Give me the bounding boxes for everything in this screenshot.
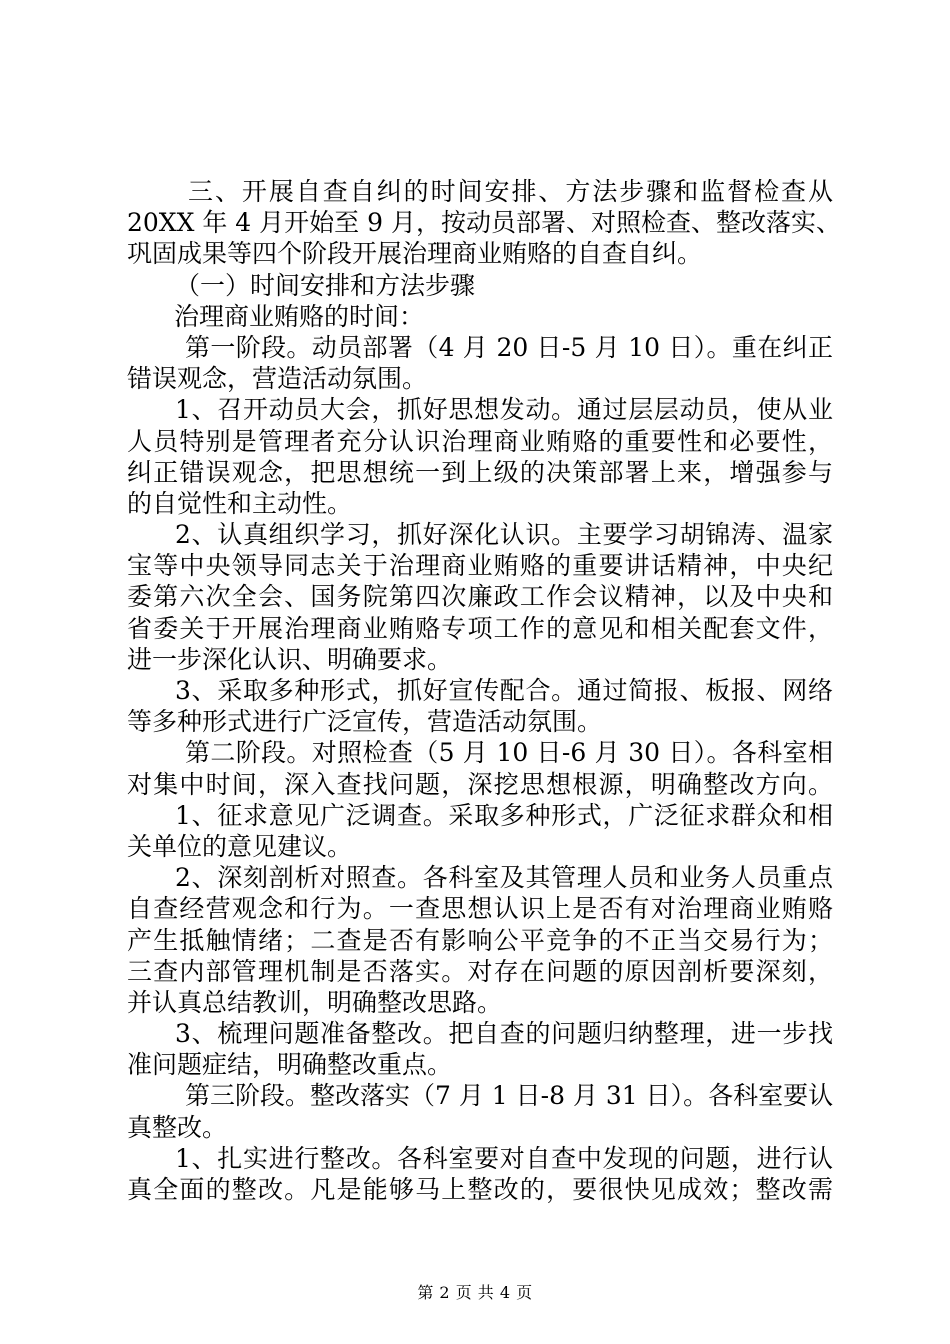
text-line: 准问题症结，明确整改重点。: [127, 1050, 453, 1080]
text-line: 进一步深化认识、明确要求。: [127, 644, 453, 674]
text-line: 2、认真组织学习，抓好深化认识。主要学习胡锦涛、温家: [175, 520, 833, 550]
text-line: 1、征求意见广泛调查。采取多种形式，广泛征求群众和相: [175, 800, 833, 830]
text-line: 三、开展自查自纠的时间安排、方法步骤和监督检查从: [188, 177, 833, 206]
text-line: 人员特别是管理者充分认识治理商业贿赂的重要性和必要性，: [127, 426, 833, 456]
text-line: 自查经营观念和行为。一查思想认识上是否有对治理商业贿赂: [127, 894, 833, 924]
text-line: 真整改。: [127, 1112, 228, 1142]
text-line: 2、深刻剖析对照查。各科室及其管理人员和业务人员重点: [175, 863, 833, 893]
text-line: 第一阶段。动员部署（4 月 20 日-5 月 10 日）。重在纠正: [185, 332, 833, 362]
section-heading: （一）时间安排和方法步骤: [175, 270, 476, 300]
text-line: 三查内部管理机制是否落实。对存在问题的原因剖析要深刻，: [127, 956, 833, 986]
text-line: 等多种形式进行广泛宣传，营造活动氛围。: [127, 707, 603, 737]
text-line: 第三阶段。整改落实（7 月 1 日-8 月 31 日）。各科室要认: [185, 1081, 834, 1111]
text-line: 第二阶段。对照检查（5 月 10 日-6 月 30 日）。各科室相: [185, 738, 833, 768]
text-line: 真全面的整改。凡是能够马上整改的，要很快见成效；整改需: [127, 1175, 833, 1204]
text-line: 1、扎实进行整改。各科室要对自查中发现的问题，进行认: [175, 1143, 833, 1173]
text-line: 3、采取多种形式，抓好宣传配合。通过简报、板报、网络: [175, 676, 833, 705]
text-line: 纠正错误观念，把思想统一到上级的决策部署上来，增强参与: [127, 457, 833, 487]
text-line: 宝等中央领导同志关于治理商业贿赂的重要讲话精神，中央纪: [127, 551, 833, 581]
text-line: 并认真总结教训，明确整改思路。: [127, 987, 503, 1017]
text-line: 错误观念，营造活动氛围。: [127, 364, 428, 394]
text-line: 委第六次全会、国务院第四次廉政工作会议精神，以及中央和: [127, 582, 833, 612]
text-line: 治理商业贿赂的时间：: [174, 301, 425, 331]
text-line: 省委关于开展治理商业贿赂专项工作的意见和相关配套文件，: [127, 613, 833, 643]
text-line: 对集中时间，深入查找问题，深挖思想根源，明确整改方向。: [127, 769, 833, 799]
text-line: 产生抵触情绪；二查是否有影响公平竞争的不正当交易行为；: [127, 925, 833, 955]
text-line: 20XX 年 4 月开始至 9 月，按动员部署、对照检查、整改落实、: [127, 208, 841, 238]
text-line: 3、梳理问题准备整改。把自查的问题归纳整理，进一步找: [175, 1019, 833, 1049]
text-line: 1、召开动员大会，抓好思想发动。通过层层动员，使从业: [175, 395, 833, 425]
text-line: 巩固成果等四个阶段开展治理商业贿赂的自查自纠。: [127, 239, 703, 269]
text-line: 关单位的意见建议。: [127, 831, 353, 861]
page-footer: 第 2 页 共 4 页: [417, 1283, 533, 1302]
text-line: 的自觉性和主动性。: [127, 488, 353, 518]
document-body: [127, 176, 841, 1205]
